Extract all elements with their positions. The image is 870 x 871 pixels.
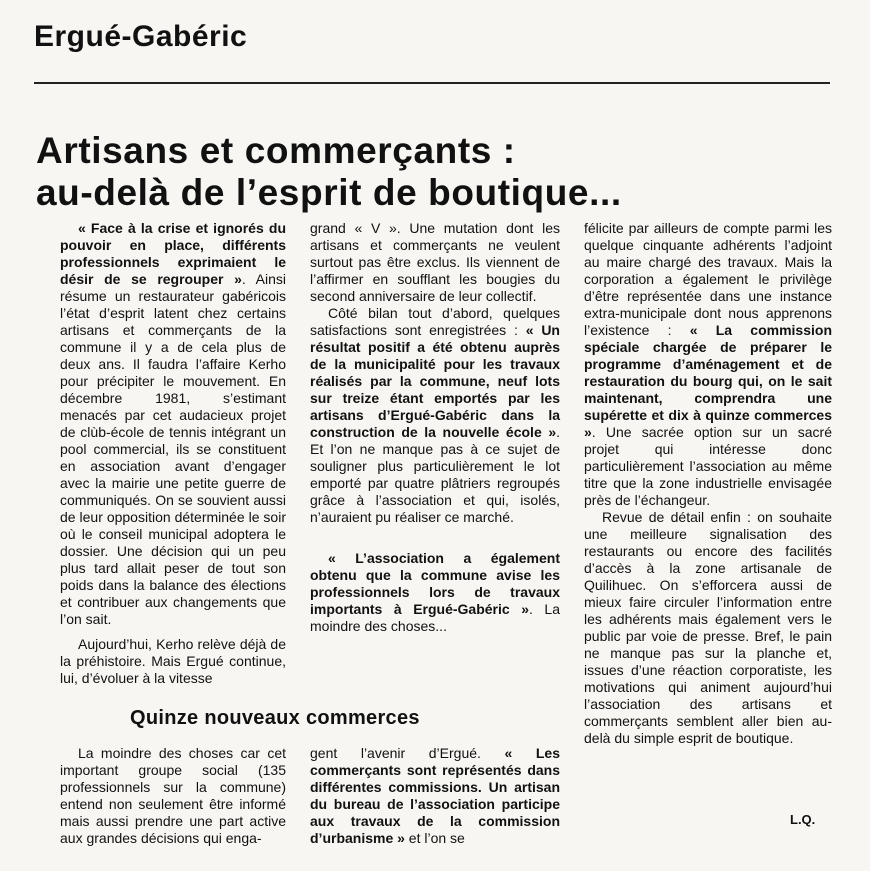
quote-bold: « La commission spéciale chargée de préparer le programme d’aménagement et de restauration du bourg qui, on le sait maintenant, comprendra une supérette et dix à quinze commerces » [584,322,832,440]
body-text: . La moindre des choses... [310,601,560,634]
quote-bold: « L’association a également obtenu que la commune avise les professionnels lors de travaux importants à Ergué-Gabéric » [310,550,560,617]
body-text: et l’on se [404,830,465,846]
subsection-title: Quinze nouveaux commerces [130,707,420,729]
body-text: gent l’avenir d’Ergué. [310,745,505,761]
paragraph [60,220,286,628]
quote-bold: « Un résultat positif a été obtenu auprès de la municipalité pour les travaux réalisés par la commune, neuf lots sur treize étant emportés par les artisans d’Ergué-Gabéric dans la construction de la nouvelle école » [310,322,560,440]
paragraph [584,220,832,509]
paragraph [60,745,286,847]
paragraph [310,745,560,847]
quote-bold: « Face à la crise et ignorés du pouvoir en place, différents professionnels exprimaient le désir de se regrouper » [60,220,286,287]
subsection-column-1 [60,745,286,847]
body-text: Côté bilan tout d’abord, quelques satisfactions sont enregistrées : [310,305,560,338]
body-text: . Ainsi résume un restaurateur gabéricois l’état d’esprit latent chez certains artisans et commerçants de la commune il y a de cela plus de deux ans. Il faudra l’affaire Kerho pour précipiter le mouvement. En décembre 1981, s’estimant menacés par cet audacieux projet de clùb-école de tennis intégrant un pool commercial, ils se constituent en association avant d’engager avec la mairie une petite guerre de communiqués. On se souvient aussi de leur opposition déterminée le soir où le conseil municipal adoptera le dossier. Une décision qui un peu plus tard allait peser de tout son poids dans la balance des élections et contribuer aux changements que l’on sait. [60,271,287,627]
body-text: . Et l’on ne manque pas à ce sujet de souligner plus particulièrement le lot emporté par quatre plâtriers regroupés grâce à l’association et qui, isolés, n’auraient pu réaliser ce marché. [310,424,560,525]
body-text: La moindre des choses car cet important groupe social (135 professionnels sur la commune) entend non seulement être informé mais aussi prendre une part active aux grandes décisions qui enga- [60,745,286,846]
article-column-2 [310,220,560,635]
author-signature: L.Q. [790,812,816,827]
body-text: Aujourd’hui, Kerho relève déjà de la préhistoire. Mais Ergué continue, lui, d’évoluer à la vitesse [60,636,286,686]
section-title: Ergué-Gabéric [34,20,248,53]
article-column-3 [584,220,832,747]
paragraph [310,305,560,526]
body-text: . Une sacrée option sur un sacré projet qui intéresse donc particulièrement l’association au même titre que la zone industrielle envisagée près de l’échangeur. [584,424,832,508]
paragraph [60,636,286,687]
article-column-1 [60,220,286,687]
paragraph [584,509,832,747]
body-text: félicite par ailleurs de compte parmi les quelque cinquante adhérents l’adjoint au maire chargé des travaux. Mais la corporation a également le privilège d’être représentée dans une instance extra-municipale dont nous apprenons l’existence : [584,220,832,338]
subsection-column-2 [310,745,560,847]
headline-line-2: au-delà de l’esprit de boutique... [36,172,622,213]
paragraph [310,220,560,305]
quote-bold: « Les commerçants sont représentés dans différentes commissions. Un artisan du bureau de l’association participe aux travaux de la commission d’urbanisme » [310,745,560,846]
paragraph [310,550,560,635]
body-text: Revue de détail enfin : on souhaite une meilleure signalisation des restaurants ou encore des facilités d’accès à la zone artisanale de Quilihuec. On s’efforcera aussi de mieux faire circuler l’information entre les adhérents mais également vers le public par voie de presse. Bref, le pain ne manque pas sur la planche et, issues d’une réaction corporatiste, les motivations qui animent aujourd’hui l’association des artisans et commerçants semblent aller bien au-delà du simple esprit de boutique. [584,509,832,746]
body-text: grand « V ». Une mutation dont les artisans et commerçants ne veulent surtout pas être exclus. Ils viennent de l’affirmer en soufflant les bougies du second anniversaire de leur collectif. [310,220,560,304]
headline-line-1: Artisans et commerçants : [36,130,516,171]
section-divider [34,82,830,84]
